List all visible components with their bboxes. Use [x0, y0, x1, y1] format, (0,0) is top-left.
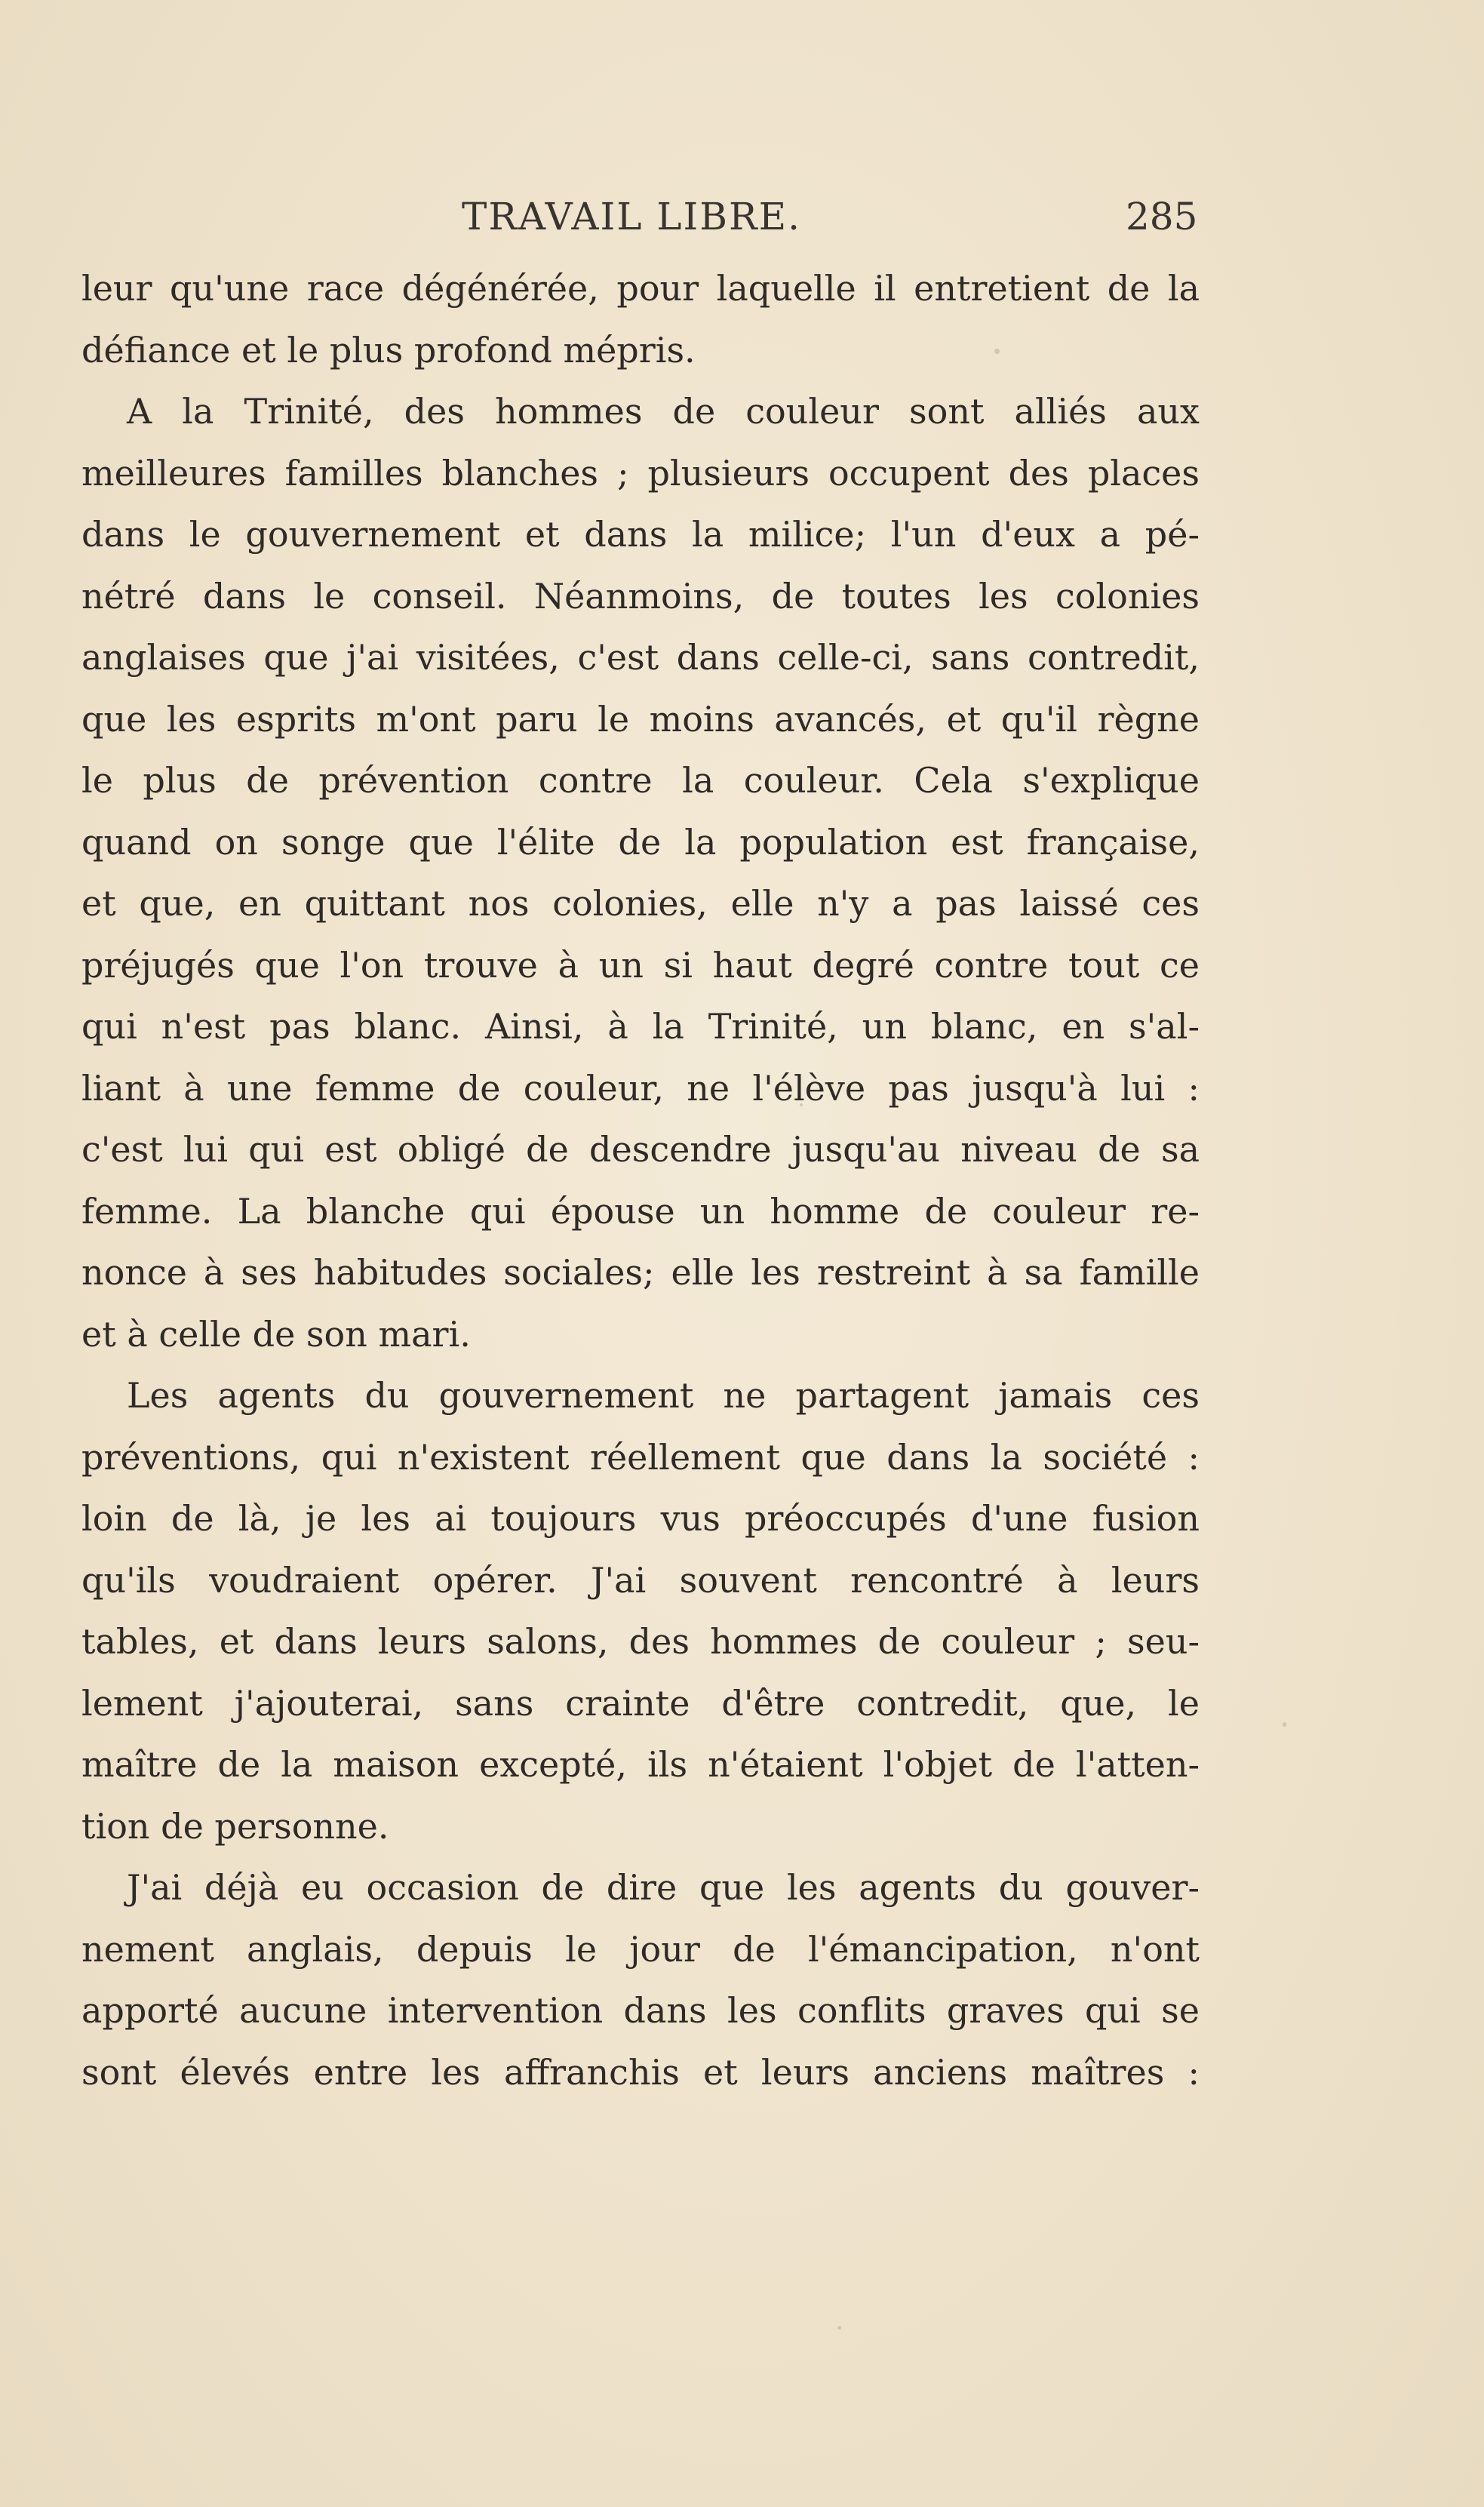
text-line: quand on songe que l'élite de la population est française, — [81, 821, 1200, 863]
text-line: qu'ils voudraient opérer. J'ai souvent rencontré à leurs — [81, 1559, 1200, 1601]
text-line: et à celle de son mari. — [81, 1313, 471, 1355]
text-line: liant à une femme de couleur, ne l'élève pas jusqu'à lui : — [81, 1067, 1200, 1109]
text-line: nétré dans le conseil. Néanmoins, de toutes les colonies — [81, 575, 1200, 617]
text-line: maître de la maison excepté, ils n'étaient l'objet de l'atten- — [81, 1744, 1200, 1785]
running-title: TRAVAIL LIBRE. — [462, 195, 802, 238]
text-line: lement j'ajouterai, sans crainte d'être contredit, que, le — [81, 1682, 1200, 1724]
text-line: A la Trinité, des hommes de couleur sont alliés aux — [127, 391, 1200, 432]
text-line: que les esprits m'ont paru le moins avancés, et qu'il règne — [81, 698, 1200, 740]
text-line: anglaises que j'ai visitées, c'est dans celle-ci, sans contredit, — [81, 637, 1200, 678]
text-line: loin de là, je les ai toujours vus préoccupés d'une fusion — [81, 1498, 1200, 1539]
text-line: et que, en quittant nos colonies, elle n'y a pas laissé ces — [81, 883, 1200, 924]
paper-speck — [1283, 1722, 1286, 1727]
text-line: apporté aucune intervention dans les conflits graves qui se — [81, 1990, 1200, 2031]
text-line: tables, et dans leurs salons, des hommes de couleur ; seu- — [81, 1621, 1200, 1662]
text-line: femme. La blanche qui épouse un homme de couleur re- — [81, 1190, 1200, 1232]
text-line: leur qu'une race dégénérée, pour laquelle il entretient de la — [81, 268, 1200, 309]
text-line: le plus de prévention contre la couleur. Cela s'explique — [81, 760, 1200, 801]
text-line: dans le gouvernement et dans la milice; l'un d'eux a pé- — [81, 514, 1200, 555]
paper-speck — [837, 2326, 841, 2330]
text-line: préventions, qui n'existent réellement que dans la société : — [81, 1436, 1200, 1478]
body-text — [81, 258, 1200, 2103]
text-line: meilleures familles blanches ; plusieurs occupent des places — [81, 452, 1200, 494]
text-line: nonce à ses habitudes sociales; elle les restreint à sa famille — [81, 1252, 1200, 1293]
page-header — [0, 190, 1484, 243]
page-number: 285 — [1126, 195, 1198, 238]
text-line: sont élevés entre les affranchis et leurs anciens maîtres : — [81, 2051, 1200, 2093]
text-line: nement anglais, depuis le jour de l'émancipation, n'ont — [81, 1928, 1200, 1970]
text-line: préjugés que l'on trouve à un si haut degré contre tout ce — [81, 944, 1200, 986]
text-line: J'ai déjà eu occasion de dire que les agents du gouver- — [127, 1867, 1200, 1908]
text-line: c'est lui qui est obligé de descendre jusqu'au niveau de sa — [81, 1129, 1200, 1170]
text-line: Les agents du gouvernement ne partagent jamais ces — [127, 1375, 1200, 1416]
text-line: qui n'est pas blanc. Ainsi, à la Trinité, un blanc, en s'al- — [81, 1006, 1200, 1047]
text-line: tion de personne. — [81, 1805, 389, 1847]
text-line: défiance et le plus profond mépris. — [81, 329, 696, 371]
